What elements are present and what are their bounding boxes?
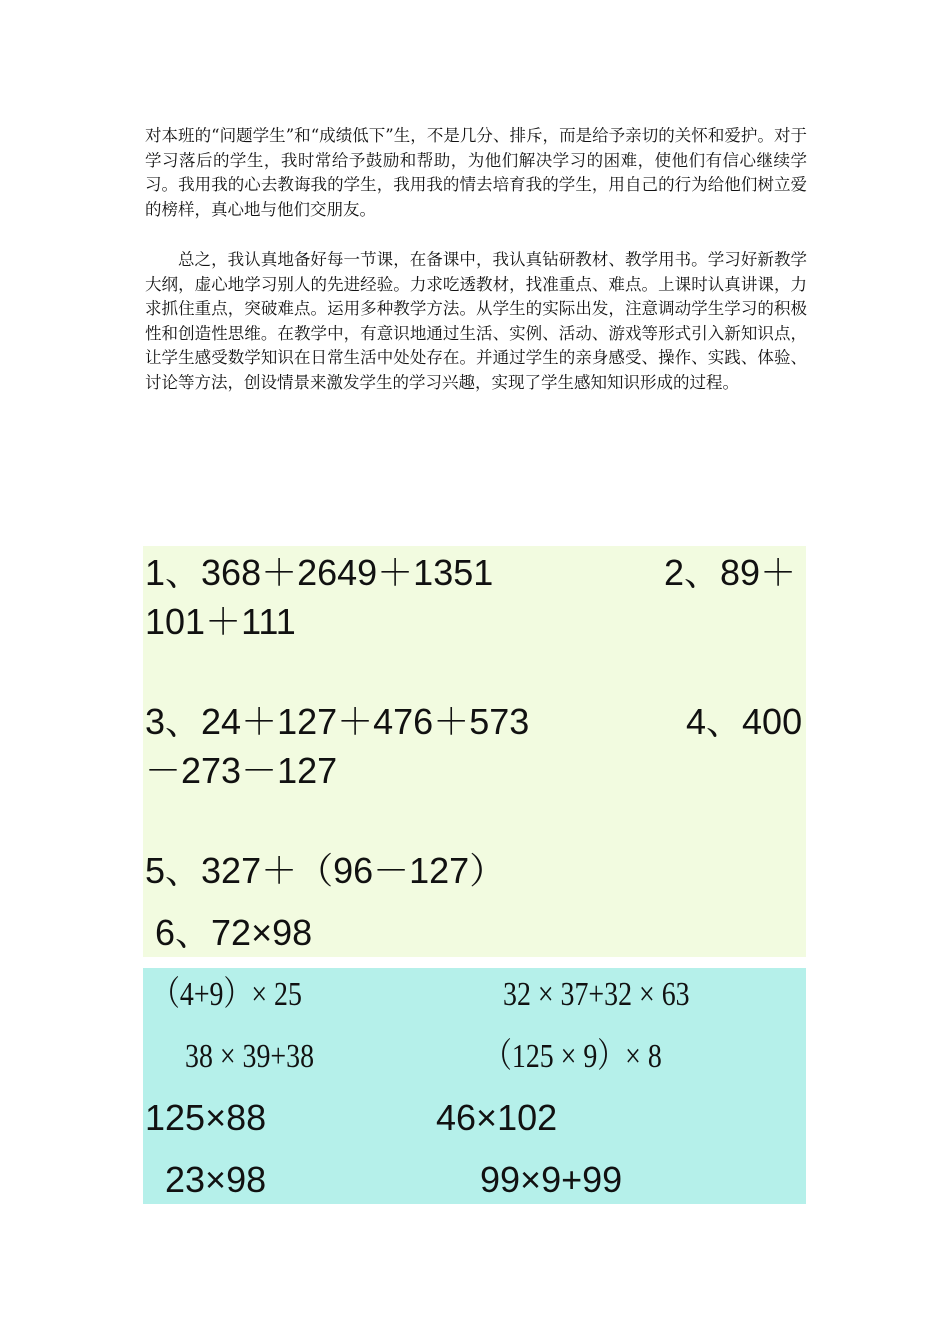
cyan-problem-r1b: 32 × 37+32 × 63 [503, 976, 690, 1013]
cyan-problem-r4b: 99×9+99 [480, 1159, 623, 1200]
paragraph-care-for-students: 对本班的“问题学生”和“成绩低下”生，不是几分、排斥，而是给予亲切的关怀和爱护。对于学习落后的学生，我时常给予鼓励和帮助，为他们解决学习的困难，使他们有信心继续学习。我用我的心去教诲我的学生，我用我的情去培育我的学生，用自己的行为给他们树立爱的榜样，真心地与他们交朋友。 [145, 126, 807, 219]
problem-2-start: 2、89＋ [664, 552, 797, 593]
cyan-problem-r2a: 38 × 39+38 [185, 1038, 315, 1075]
problem-1: 1、368＋2649＋1351 [145, 552, 494, 593]
problem-3: 3、24＋127＋476＋573 [145, 701, 530, 742]
problem-4-end: －273－127 [145, 750, 338, 791]
cyan-problem-r3a: 125×88 [145, 1097, 267, 1138]
paragraph-lesson-preparation: 总之，我认真地备好每一节课，在备课中，我认真钻研教材、教学用书。学习好新教学大纲，虚心地学习别人的先进经验。力求吃透教材，找准重点、难点。上课时认真讲课，力求抓住重点，突破难点。运用多种教学方法。从学生的实际出发，注意调动学生学习的积极性和创造性思维。在教学中，有意识地通过生活、实例、活动、游戏等形式引入新知识点，让学生感受数学知识在日常生活中处处存在。并通过学生的亲身感受、操作、实践、体验、讨论等方法，创设情景来激发学生的学习兴趣，实现了学生感知知识形成的过程。 [145, 250, 807, 392]
cyan-problem-r3b: 46×102 [436, 1097, 558, 1138]
cyan-problem-r4a: 23×98 [165, 1159, 267, 1200]
problem-4-start: 4、400 [686, 701, 803, 742]
cyan-problem-r1a: （4+9）× 25 [152, 976, 302, 1013]
problem-5: 5、327＋（96－127） [145, 850, 506, 891]
problem-6: 6、72×98 [155, 912, 313, 953]
cyan-problem-r2b: （125 × 9）× 8 [484, 1038, 662, 1075]
problem-2-end: 101＋111 [145, 601, 296, 642]
